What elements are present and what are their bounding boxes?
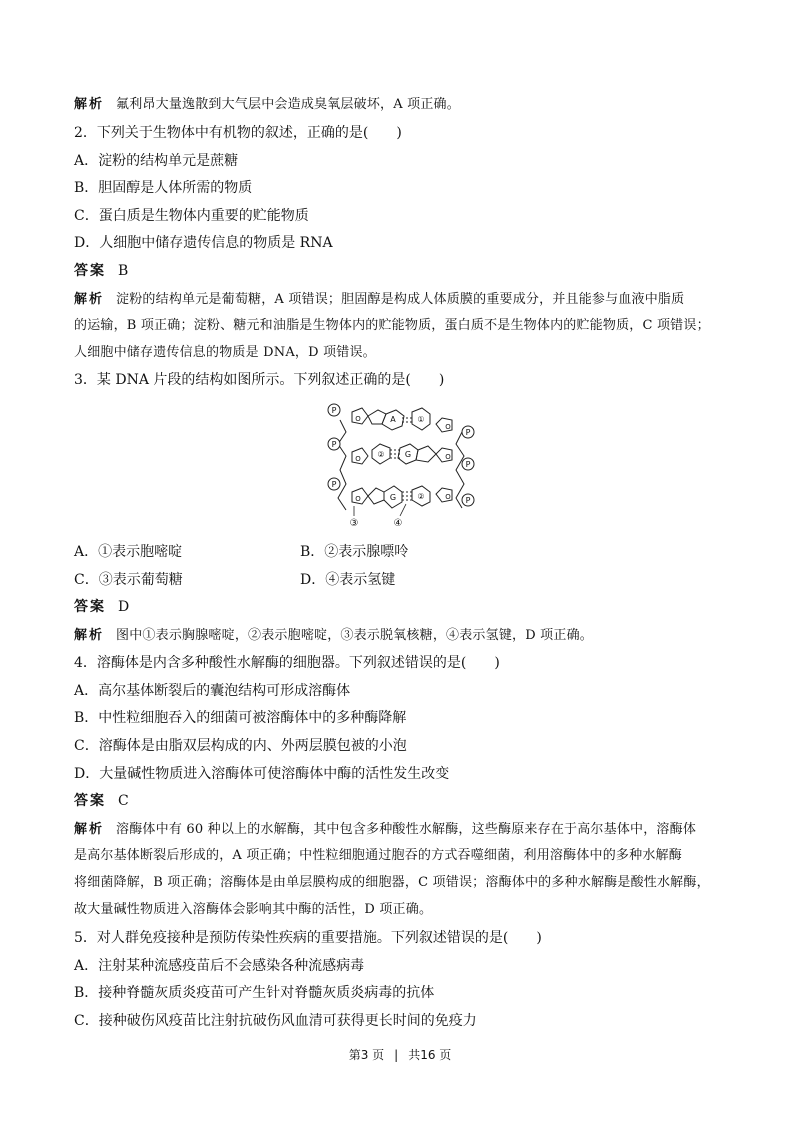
oxygen-label: O: [355, 455, 361, 463]
phosphate-label: P: [465, 428, 471, 437]
phosphate-label: P: [331, 406, 337, 415]
oxygen-label: O: [445, 493, 451, 501]
footer-separator: |: [394, 1048, 399, 1062]
oxygen-label: O: [355, 495, 361, 503]
base-label-2: ②: [377, 450, 385, 459]
q2-stem: 2．下列关于生物体中有机物的叙述，正确的是( ): [74, 125, 402, 141]
q3-option-c: C．③表示葡萄糖: [74, 572, 183, 588]
q4-answer-value: C: [118, 793, 129, 809]
label-4: ④: [393, 518, 403, 529]
base-label-g2: G: [389, 493, 397, 502]
q3-analysis: [74, 626, 734, 646]
q3-analysis-text: 图中①表示胸腺嘧啶，②表示胞嘧啶，③表示脱氧核糖，④表示氢键，D 项正确。: [116, 628, 593, 643]
q2-option-d: D．人细胞中储存遗传信息的物质是 RNA: [74, 235, 333, 251]
q4-analysis-line-2: 是高尔基体断裂后形成的，A 项正确；中性粒细胞通过胞吞的方式吞噬细菌，利用溶酶体中的多种水解酶: [74, 848, 682, 863]
analysis-label: 解析: [74, 822, 105, 837]
analysis-label: 解析: [74, 292, 105, 307]
q2-answer-value: B: [118, 263, 129, 279]
q1-analysis: [74, 95, 734, 115]
base-label-1: ①: [417, 415, 425, 424]
q4-option-b: B．中性粒细胞吞入的细菌可被溶酶体中的多种酶降解: [74, 710, 407, 726]
base-label-g: G: [404, 450, 412, 459]
q2-option-b: B．胆固醇是人体所需的物质: [74, 180, 253, 196]
q3-answer: [74, 597, 734, 617]
q4-analysis-text-1: 溶酶体中有 60 种以上的水解酶，其中包含多种酸性水解酶，这些酶原来存在于高尔基体中，溶酶体: [116, 822, 697, 837]
phosphate-label: P: [331, 440, 337, 449]
q4-option-d: D．大量碱性物质进入溶酶体可使溶酶体中酶的活性发生改变: [74, 766, 450, 782]
dna-structure-diagram: [322, 392, 482, 532]
q2-analysis-line-3: 人细胞中储存遗传信息的物质是 DNA，D 项错误。: [74, 345, 376, 360]
analysis-label: 解析: [74, 628, 105, 643]
q4-analysis-line-3: 将细菌降解，B 项正确；溶酶体是由单层膜构成的细胞器，C 项错误；溶酶体中的多种水解酶是酸性水解酶，: [74, 875, 710, 890]
q5-option-b: B．接种脊髓灰质炎疫苗可产生针对脊髓灰质炎病毒的抗体: [74, 985, 435, 1001]
q2-option-c: C．蛋白质是生物体内重要的贮能物质: [74, 208, 309, 224]
q2-analysis-line-1: [74, 290, 734, 310]
q4-answer: [74, 791, 734, 811]
phosphate-label: P: [331, 480, 337, 489]
q2-analysis-line-2: 的运输，B 项正确；淀粉、糖元和油脂是生物体内的贮能物质，蛋白质不是生物体内的贮能物质，C 项错误；: [74, 318, 710, 333]
base-ring-g-small: [416, 446, 436, 462]
q2-analysis-text-1: 淀粉的结构单元是葡萄糖，A 项错误；胆固醇是构成人体质膜的重要成分，并且能参与血液中脂质: [116, 292, 685, 307]
page-footer: [0, 1046, 800, 1063]
oxygen-label: O: [445, 423, 451, 431]
q4-analysis-line-1: [74, 820, 734, 840]
q3-answer-value: D: [118, 599, 130, 615]
q3-option-a: A．①表示胞嘧啶: [74, 544, 183, 560]
q5-option-a: A．注射某种流感疫苗后不会感染各种流感病毒: [74, 958, 365, 974]
oxygen-label: O: [445, 453, 451, 461]
base-ring-g2-small: [368, 488, 384, 504]
answer-label: 答案: [74, 793, 106, 809]
q4-analysis-line-4: 故大量碱性物质进入溶酶体会影响其中酶的活性，D 项正确。: [74, 902, 433, 917]
analysis-label: 解析: [74, 97, 105, 112]
oxygen-label: O: [355, 415, 361, 423]
answer-label: 答案: [74, 599, 106, 615]
label-3: ③: [349, 518, 359, 529]
left-backbone: [338, 420, 346, 510]
q1-analysis-text: 氟利昂大量逸散到大气层中会造成臭氧层破坏，A 项正确。: [116, 97, 460, 112]
q3-option-b: B．②表示腺嘌呤: [300, 544, 409, 560]
q4-option-a: A．高尔基体断裂后的囊泡结构可形成溶酶体: [74, 683, 351, 699]
total-pages: 共16 页: [408, 1048, 452, 1062]
q2-option-a: A．淀粉的结构单元是蔗糖: [74, 153, 239, 169]
leader-line-4: [400, 504, 406, 516]
base-label-a: A: [390, 415, 396, 424]
answer-label: 答案: [74, 263, 106, 279]
q5-stem: 5．对人群免疫接种是预防传染性疾病的重要措施。下列叙述错误的是( ): [74, 930, 542, 946]
q4-stem: 4．溶酶体是内含多种酸性水解酶的细胞器。下列叙述错误的是( ): [74, 655, 500, 671]
phosphate-label: P: [465, 460, 471, 469]
q3-option-d: D．④表示氢键: [300, 572, 396, 588]
base-label-2b: ②: [417, 492, 425, 501]
q2-answer: [74, 261, 734, 281]
phosphate-label: P: [465, 496, 471, 505]
q3-stem: 3．某 DNA 片段的结构如图所示。下列叙述正确的是( ): [74, 372, 445, 388]
current-page: 第3 页: [348, 1048, 385, 1062]
q4-option-c: C．溶酶体是由脂双层构成的内、外两层膜包被的小泡: [74, 738, 407, 754]
q5-option-c: C．接种破伤风疫苗比注射抗破伤风血清可获得更长时间的免疫力: [74, 1013, 477, 1029]
